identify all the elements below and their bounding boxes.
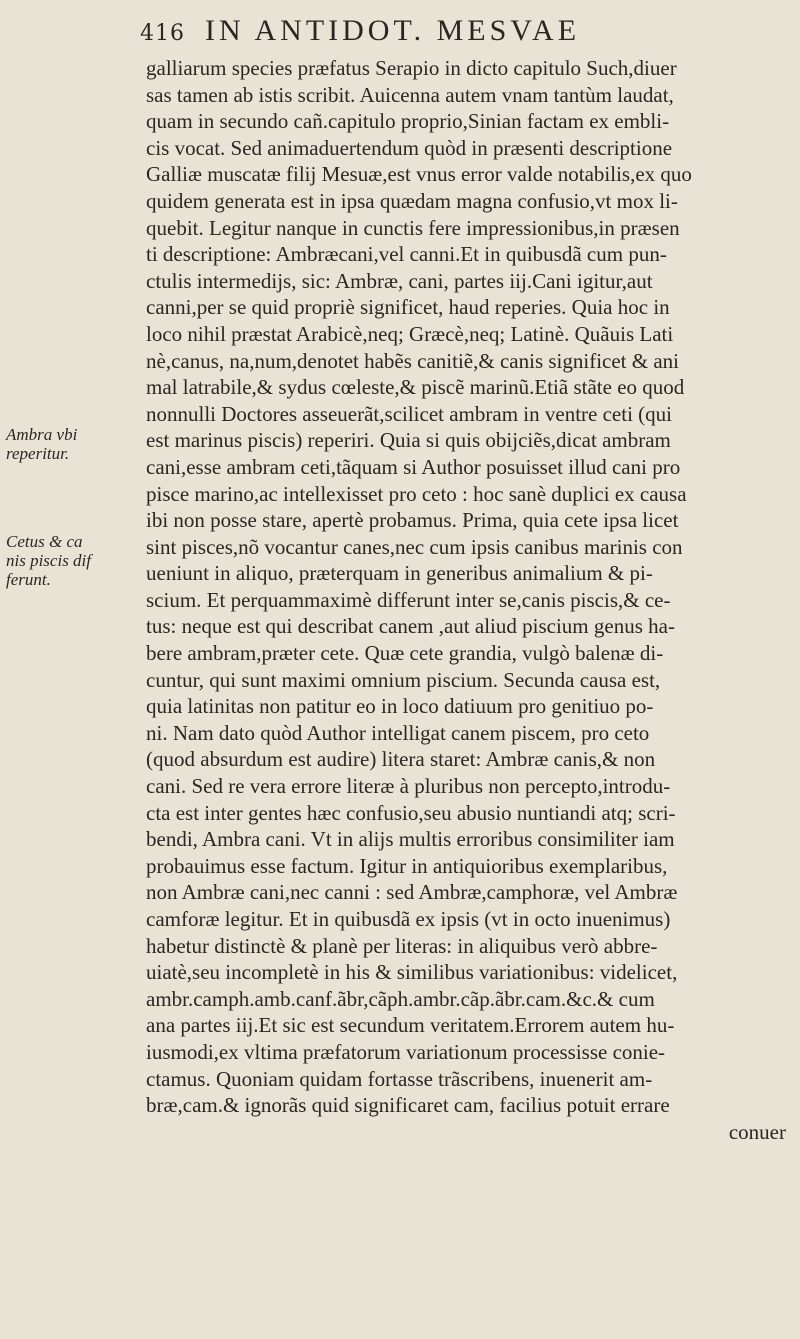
text-line: ctulis intermedijs, sic: Ambræ, cani, partes iij.Cani igitur,aut	[146, 268, 653, 293]
page-number: 416	[140, 21, 185, 46]
text-line: ambr.camph.amb.canf.ãbr,cãph.ambr.cãp.ãbr.cam.&c.& cum	[146, 986, 655, 1011]
margin-note-line: reperitur.	[6, 444, 70, 463]
text-line: nonnulli Doctores asseuerãt,scilicet ambram in ventre ceti (qui	[146, 401, 672, 426]
text-line: cani. Sed re vera errore literæ à pluribus non percepto,introdu-	[146, 774, 671, 799]
text-line: bræ,cam.& ignorãs quid significaret cam, facilius potuit errare	[146, 1093, 670, 1118]
margin-note-line: nis piscis dif	[6, 551, 92, 570]
text-line: est marinus piscis) reperiri. Quia si quis obijciẽs,dicat ambram	[146, 428, 671, 453]
text-line: (quod absurdum est audire) litera staret: Ambræ canis,& non	[146, 747, 656, 772]
text-line: mal latrabile,& sydus cœleste,& piscẽ marinũ.Etiã stãte eo quod	[146, 375, 685, 400]
running-head: IN ANTIDOT. MESVAE	[205, 14, 581, 47]
text-line: non Ambræ cani,nec canni : sed Ambræ,camphoræ, vel Ambræ	[146, 880, 678, 905]
body-text	[146, 55, 786, 1145]
catchword: conuer	[728, 1119, 786, 1144]
page-header	[140, 14, 790, 54]
text-line: ueniunt in aliquo, præterquam in generibus animalium & pi-	[146, 561, 653, 586]
text-line: sint pisces,nõ vocantur canes,nec cum ipsis canibus marinis con	[146, 534, 683, 559]
margin-note-line: ferunt.	[6, 570, 51, 589]
text-line: cani,esse ambram ceti,tãquam si Author posuisset illud cani pro	[146, 454, 681, 479]
text-line: ti descriptione: Ambræcani,vel canni.Et in quibusdã cum pun-	[146, 242, 667, 267]
text-line: iusmodi,ex vltima præfatorum variationum processisse conie-	[146, 1039, 666, 1064]
text-line: camforæ legitur. Et in quibusdã ex ipsis (vt in octo inuenimus)	[146, 907, 671, 931]
text-line: bere ambram,præter cete. Quæ cete grandia, vulgò balenæ di-	[146, 641, 664, 666]
text-line: probauimus esse factum. Igitur in antiquioribus exemplaribus,	[146, 853, 668, 878]
text-line: galliarum species præfatus Serapio in dicto capitulo Such,diuer	[146, 56, 677, 80]
text-line: tus: neque est qui describat canem ,aut aliud piscium genus ha-	[146, 614, 675, 639]
text-line: quam in secundo cañ.capitulo proprio,Sinian factam ex embli-	[146, 109, 670, 134]
text-line: Galliæ muscatæ filij Mesuæ,est vnus error valde notabilis,ex quo	[146, 162, 692, 187]
text-line: habetur distinctè & planè per literas: in aliquibus verò abbre-	[146, 933, 658, 958]
text-line: ni. Nam dato quòd Author intelligat canem piscem, pro ceto	[146, 720, 650, 745]
text-line: bendi, Ambra cani. Vt in alijs multis erroribus consimiliter iam	[146, 827, 675, 852]
text-line: ana partes iij.Et sic est secundum veritatem.Errorem autem hu-	[146, 1013, 675, 1038]
text-line: cuntur, qui sunt maximi omnium piscium. Secunda causa est,	[146, 667, 661, 692]
margin-note-cetus	[6, 532, 146, 589]
text-line: quebit. Legitur nanque in cunctis fere impressionibus,in præsen	[146, 215, 680, 240]
text-line: uiatè,seu incompletè in his & similibus variationibus: videlicet,	[146, 960, 678, 985]
text-line: ibi non posse stare, apertè probamus. Prima, quia cete ipsa licet	[146, 508, 679, 533]
margin-note-line: Cetus & ca	[6, 532, 83, 551]
text-line: sas tamen ab istis scribit. Auicenna autem vnam tantùm laudat,	[146, 82, 674, 107]
text-line: quidem generata est in ipsa quædam magna confusio,vt mox li-	[146, 188, 678, 213]
text-line: canni,per se quid propriè significet, haud reperies. Quia hoc in	[146, 295, 670, 320]
text-line: cis vocat. Sed animaduertendum quòd in præsenti descriptione	[146, 135, 673, 160]
text-line: nè,canus, na,num,denotet habẽs canitiẽ,& canis significet & ani	[146, 348, 679, 373]
text-line: quia latinitas non patitur eo in loco datiuum pro genitiuo po-	[146, 694, 654, 719]
margin-note-line: Ambra vbi	[6, 425, 78, 444]
text-line: ctamus. Quoniam quidam fortasse trãscribens, inuenerit am-	[146, 1066, 653, 1091]
text-line: cta est inter gentes hæc confusio,seu abusio nuntiandi atq; scri-	[146, 800, 676, 825]
text-line: pisce marino,ac intellexisset pro ceto : hoc sanè duplici ex causa	[146, 481, 687, 506]
margin-note-ambra	[6, 425, 146, 463]
text-line: loco nihil præstat Arabicè,neq; Græcè,neq; Latinè. Quãuis Lati	[146, 321, 674, 346]
text-line: scium. Et perquammaximè differunt inter se,canis piscis,& ce-	[146, 587, 671, 612]
